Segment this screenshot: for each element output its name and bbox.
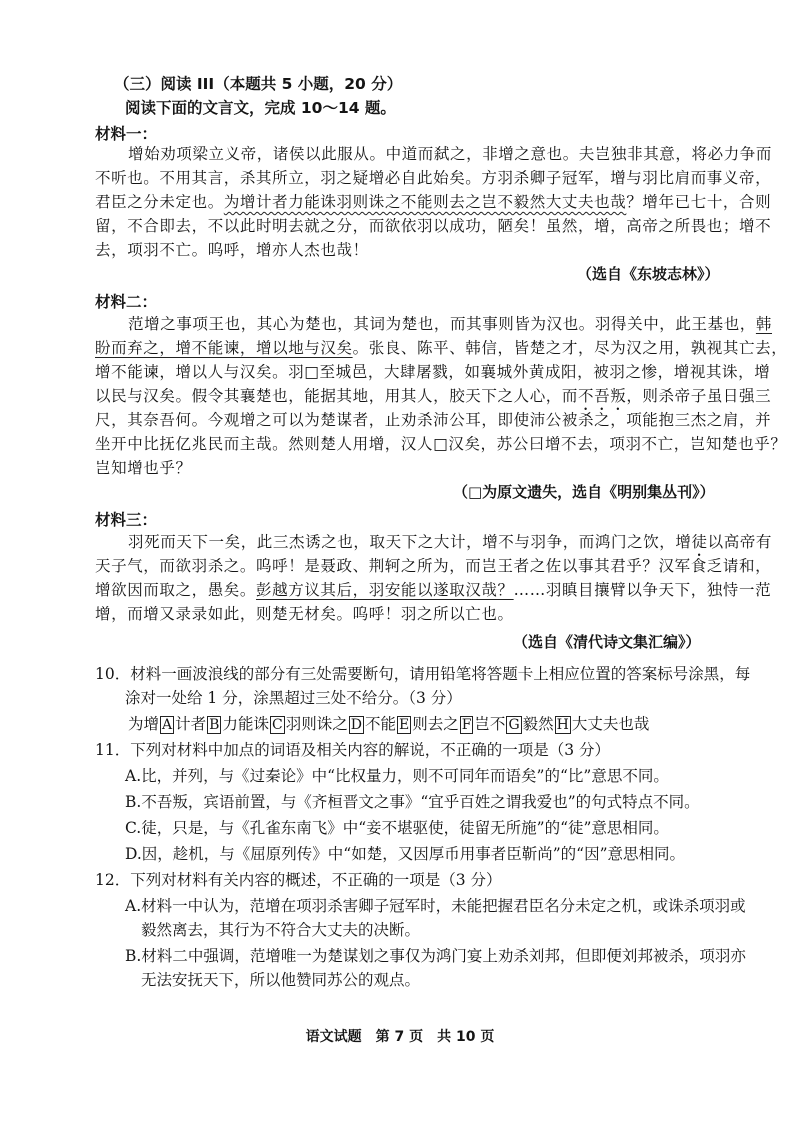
- option-c-tag: C: [271, 717, 283, 733]
- material-1-line-4: 留，不合即去，不以此时明去就之分，而欲依羽以成功，陋矣！虽然，增，高帝之所畏也；增不: [95, 217, 772, 235]
- option-c[interactable]: [269, 715, 348, 733]
- option-d-tag: D: [350, 717, 362, 733]
- option-e-text: 则去之: [412, 715, 459, 733]
- material-3-line-3-end: ……羽瞋目攘臂以争天下，独恃一范: [513, 581, 772, 599]
- question-11-option-a: A.比，并列，与《过秦论》中“比权量力，则不可同年而语矣”的“比”意思不同。: [125, 767, 669, 785]
- option-b-text: 力能诛: [222, 715, 269, 733]
- option-b[interactable]: [206, 715, 269, 733]
- material-3-line-1-end: 以高帝有: [707, 533, 773, 551]
- material-3-line-3: [95, 579, 771, 601]
- material-1-source: （选自《东坡志林》）: [577, 265, 720, 283]
- material-3-line-3-start: 增欲因而取之，愚矣。: [95, 581, 257, 599]
- material-1-label: 材料一：: [95, 125, 158, 143]
- option-b-tag: B: [209, 717, 220, 733]
- material-2-line-1: [128, 313, 772, 335]
- material-2-source: （□为原文遗失，选自《明别集丛刊》）: [453, 483, 715, 501]
- option-e-tag: E: [398, 717, 410, 733]
- material-2-line-3: 增不能谏，增以人与汉矣。羽□至城邑，大肆屠戮，如襄城外黄成阳，被羽之惨，增视其诛，增: [95, 363, 771, 381]
- option-h-text: 大丈夫也哉: [571, 715, 650, 733]
- section-heading: （三）阅读 III（本题共 5 小题，20 分）: [114, 75, 403, 93]
- page-footer: 语文试题 第 7 页 共 10 页: [305, 1029, 495, 1045]
- material-2-line-6: 坐开中比抚亿兆民而主哉。然则楚人用增，汉人□汉矣，苏公曰增不去，项羽不亡，岂知楚也乎？: [95, 435, 787, 453]
- material-2-line-2-text: 。张良、陈平、韩信，皆楚之才，尽为汉之用，孰视其亡去，: [352, 339, 788, 357]
- material-3-line-2: 天子气，而欲羽杀之。呜呼！是聂政、荆轲之所为，而岂王者之佐以事其君乎？汉军食乏请和，: [95, 557, 772, 575]
- question-11-stem: 11．下列对材料中加点的词语及相关内容的解说，不正确的一项是（3 分）: [95, 741, 611, 759]
- material-1-line-3: [95, 191, 771, 213]
- section-instruction: 阅读下面的文言文，完成 10～14 题。: [125, 99, 396, 117]
- option-h[interactable]: [554, 715, 650, 733]
- option-d-text: 不能: [364, 715, 396, 733]
- question-12-option-a-2: 毅然离去，其行为不符合大丈夫的决断。: [141, 921, 421, 939]
- option-f-tag: F: [461, 717, 472, 733]
- question-10-options: [128, 713, 649, 735]
- material-1-line-2: 不听也。不用其言，杀其所立，羽之疑增必自此始矣。方羽杀卿子冠军，增与羽比肩而事义帝，: [95, 169, 772, 187]
- option-a[interactable]: [128, 715, 206, 733]
- underlined-sentence-peng-yue: 彭越方议其后，羽安能以遂取汉哉？: [256, 581, 514, 599]
- question-12-stem: 12．下列对材料有关内容的概述，不正确的一项是（3 分）: [95, 871, 502, 889]
- option-g-text: 毅然: [522, 715, 554, 733]
- question-11-option-d: D.因，趁机，与《屈原列传》中“如楚，又因厚币用事者臣靳尚”的“因”意思相同。: [125, 845, 686, 863]
- option-f[interactable]: [459, 715, 506, 733]
- option-g[interactable]: [505, 715, 553, 733]
- underlined-word-han: 韩: [755, 315, 773, 333]
- material-1-line-1: 增始劝项梁立义帝，诸侯以此服从。中道而弑之，非增之意也。夫岂独非其意，将必力争而: [128, 145, 773, 163]
- option-a-pre: 为增: [128, 715, 160, 733]
- material-2-line-4-start: 以民与汉矣。假令其襄楚也，能据其地，用其人，胶天下之人心，而: [95, 387, 579, 405]
- question-11-option-c: C.徒，只是，与《孔雀东南飞》中“妾不堪驱使，徒留无所施”的“徒”意思相同。: [125, 819, 669, 837]
- option-e[interactable]: [396, 715, 459, 733]
- question-11-option-b: B.不吾叛，宾语前置，与《齐桓晋文之事》“宜乎百姓之谓我爱也”的句式特点不同。: [125, 793, 700, 811]
- wavy-underlined-passage: 为增计者力能诛羽则诛之不能则去之岂不毅然大丈夫也哉: [223, 193, 627, 211]
- material-3-source: （选自《清代诗文集汇编》）: [513, 633, 701, 651]
- material-3-label: 材料三：: [95, 511, 158, 529]
- question-12-option-b-2: 无法安抚天下，所以他赞同苏公的观点。: [141, 971, 421, 989]
- option-a-tag: A: [162, 717, 173, 733]
- underlined-sentence: 盼而弃之，增不能谏，增以地与汉矣: [95, 339, 353, 357]
- material-2-line-1-text: 范增之事项王也，其心为楚也，其词为楚也，而其事则皆为汉也。羽得关中，此王基也，: [128, 315, 756, 333]
- option-d[interactable]: [348, 715, 396, 733]
- question-10-stem-2: 涂对一处给 1 分，涂黑超过三处不给分。（3 分）: [125, 689, 462, 707]
- material-1-line-3-end: ？增年已七十，合则: [626, 193, 772, 211]
- option-c-text: 羽则诛之: [285, 715, 348, 733]
- option-g-tag: G: [508, 717, 520, 733]
- material-2-line-7: 岂知增也乎？: [95, 459, 192, 477]
- material-2-line-5: 尺，其奈吾何。今观增之可以为楚谋者，止劝杀沛公耳，即使沛公被杀之，项能抱三杰之肩，并: [95, 411, 772, 429]
- material-2-line-2: [95, 337, 787, 359]
- material-3-line-1-start: 羽死而天下一矣，此三杰诱之也，取天下之大计，增不与羽争，而鸿门之饮，增: [128, 533, 692, 551]
- material-2-line-4-end: ，则杀帝子虽日强三: [626, 387, 772, 405]
- dotted-phrase-bu-wu-pan: 不吾叛: [578, 387, 627, 405]
- material-3-line-4: 增，而增又录录如此，则楚无材矣。呜呼！羽之所以亡也。: [95, 605, 514, 623]
- material-2-label: 材料二：: [95, 293, 158, 311]
- question-12-option-b-1: B.材料二中强调，范增唯一为楚谋划之事仅为鸿门宴上劝杀刘邦，但即便刘邦被杀，项羽亦: [125, 947, 746, 965]
- material-1-line-3-start: 君臣之分未定也。: [95, 193, 224, 211]
- dotted-word-tu: 徒: [691, 533, 708, 551]
- option-h-tag: H: [556, 717, 569, 733]
- question-12-option-a-1: A.材料一中认为，范增在项羽杀害卿子冠军时，未能把握君臣名分未定之机，或诛杀项羽或: [125, 897, 746, 915]
- option-f-text: 岂不: [474, 715, 506, 733]
- option-a-text: 计者: [175, 715, 207, 733]
- material-1-line-5: 去，项羽不亡。呜呼，增亦人杰也哉！: [95, 241, 369, 259]
- question-10-stem-1: 10．材料一画波浪线的部分有三处需要断句，请用铅笔将答题卡上相应位置的答案标号涂黑，每: [95, 665, 751, 683]
